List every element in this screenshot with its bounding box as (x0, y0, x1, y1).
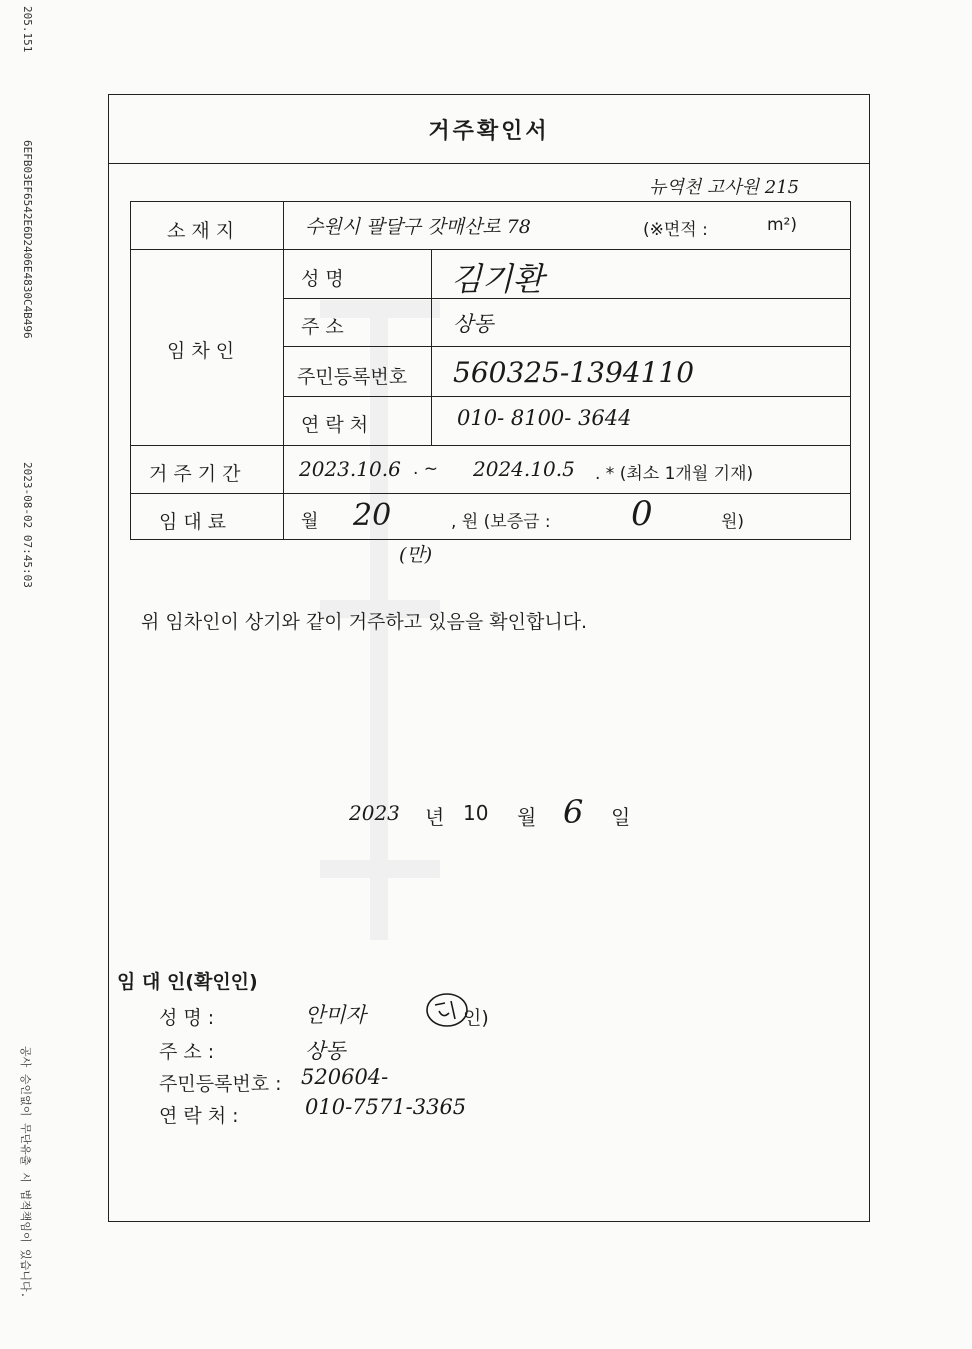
tenant-label: 임 차 인 (167, 340, 235, 362)
landlord-name-label: 성 명 : (159, 1007, 215, 1029)
info-table (130, 201, 851, 566)
ref-note: 뉴역천 고사원 215 (649, 177, 800, 198)
contact-label: 연 락 처 (301, 414, 369, 436)
contact-value: 010- 8100- 3644 (457, 406, 632, 430)
area-label: (※면적 : (643, 220, 708, 240)
period-label: 거 주 기 간 (149, 463, 241, 485)
period-start: 2023.10.6 (299, 457, 401, 481)
rrn-label: 주민등록번호 (297, 366, 408, 388)
area-unit: m²) (767, 215, 798, 235)
side-hash: 6EFB03EF6542E6D2406E4830C4B496 (21, 140, 34, 339)
location-value: 수원시 팔달구 갓매산로 78 (305, 216, 531, 238)
side-datetime: 2023-08-02 07:45:03 (21, 462, 34, 588)
rent-prefix: 월 (301, 511, 319, 532)
deposit-amount: 0 (631, 494, 653, 534)
rent-unit-handwritten: (만) (399, 544, 433, 566)
landlord-contact-value: 010-7571-3365 (305, 1095, 467, 1119)
period-note: . * (최소 1개월 기재) (595, 464, 754, 484)
name-label: 성 명 (301, 268, 344, 290)
location-label: 소 재 지 (167, 220, 235, 242)
landlord-address-label: 주 소 : (159, 1041, 215, 1063)
period-end: 2024.10.5 (473, 457, 575, 481)
document-title: 거주확인서 (109, 95, 869, 164)
date-day-label: 일 (611, 805, 631, 829)
address-value: 상동 (453, 312, 494, 336)
date-day: 6 (563, 793, 584, 831)
date-line (349, 795, 649, 835)
period-sep: . ~ (413, 459, 439, 479)
date-year-label: 년 (425, 805, 445, 829)
address-label: 주 소 (301, 316, 344, 338)
date-month-label: 월 (517, 805, 537, 829)
landlord-heading: 임 대 인(확인인) (117, 971, 258, 993)
statement: 위 임차인이 상기와 같이 거주하고 있음을 확인합니다. (141, 611, 588, 633)
date-year: 2023 (349, 801, 400, 825)
deposit-won: 원) (721, 512, 745, 532)
rent-amount: 20 (353, 498, 392, 533)
seal-suffix: 인) (463, 1007, 489, 1029)
landlord-contact-label: 연 락 처 : (159, 1105, 239, 1127)
side-notice: 공사 승인없이 무단유출 시 법적책임이 있습니다. (19, 1046, 32, 1299)
landlord-address-value: 상동 (305, 1039, 346, 1063)
side-id-code: 205.151 (21, 6, 34, 53)
date-month: 10 (463, 801, 489, 825)
landlord-rrn-label: 주민등록번호 : (159, 1073, 282, 1095)
rent-label: 임 대 료 (159, 511, 227, 533)
name-value: 김기환 (451, 260, 544, 298)
rrn-value: 560325-1394110 (453, 356, 695, 389)
landlord-rrn-value: 520604- (301, 1065, 389, 1089)
rent-won: , 원 (보증금 : (451, 512, 551, 532)
landlord-name-value: 안미자 (305, 1003, 366, 1027)
